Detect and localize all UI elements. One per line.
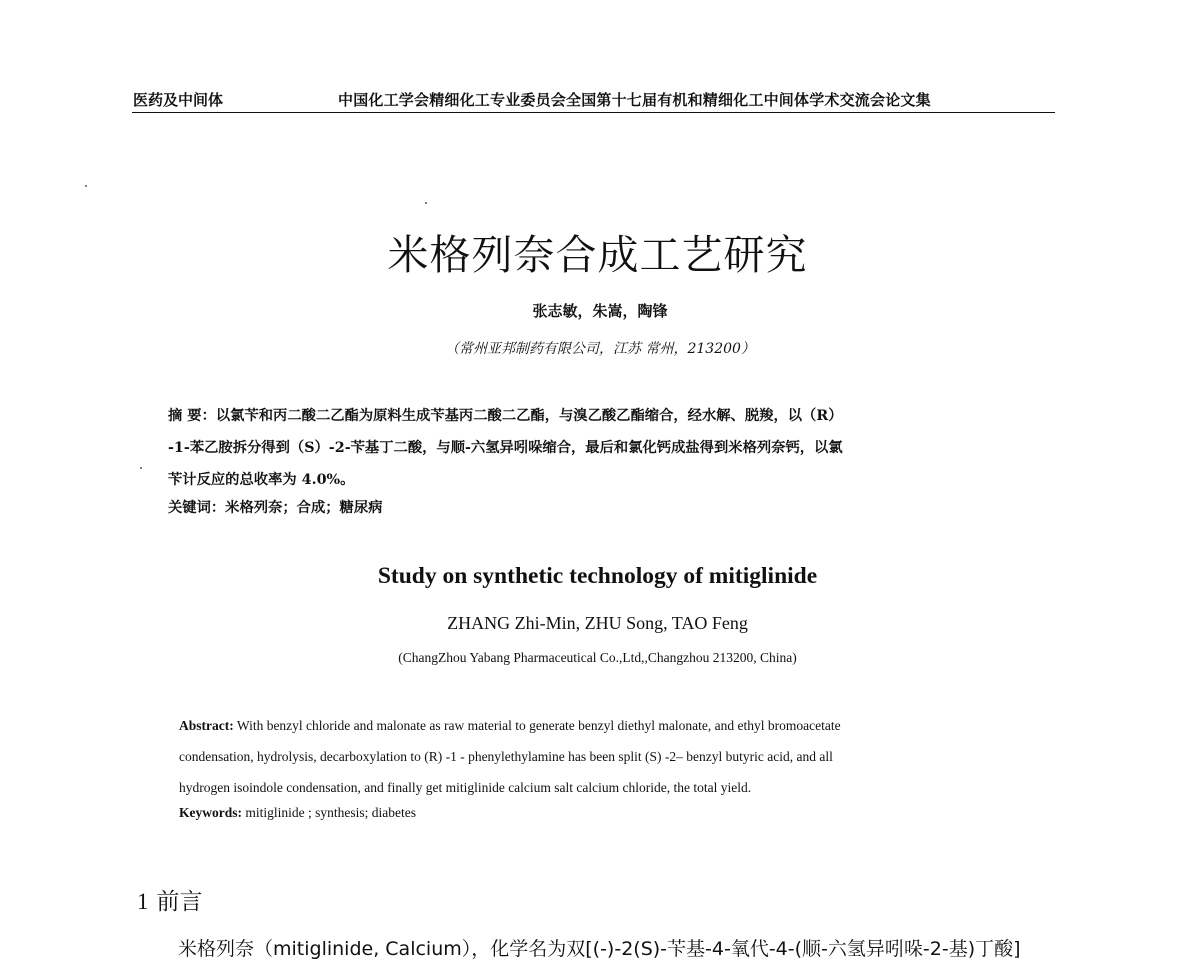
paper-title-cn: 米格列奈合成工艺研究 — [387, 231, 808, 279]
scan-speck — [425, 202, 427, 204]
header-rule — [132, 112, 1055, 113]
abstract-en — [179, 710, 1039, 803]
affiliation-en: (ChangZhou Yabang Pharmaceutical Co.,Ltd,,Changzhou 213200, China) — [398, 650, 797, 665]
keywords-en-value: mitiglinide ; synthesis; diabetes — [242, 805, 416, 820]
running-header-section: 医药及中间体 — [133, 91, 224, 109]
abstract-cn-line: 苄计反应的总收率为 4.0%。 — [168, 472, 355, 488]
abstract-en-line — [179, 710, 1039, 741]
authors-cn: 张志敏，朱嵩，陶锋 — [532, 302, 668, 320]
abstract-cn-line: -1-苯乙胺拆分得到（S）-2-苄基丁二酸，与顺-六氢异吲哚缩合，最后和氯化钙成盐得到米格列奈钙，以氯 — [168, 440, 843, 456]
body-paragraph-first-line: 米格列奈（mitiglinide, Calcium），化学名为双[(-)-2(S)-苄基-4-氧代-4-(顺-六氢异吲哚-2-基)丁酸] — [178, 938, 1021, 960]
paper-title-en: Study on synthetic technology of mitiglinide — [377, 563, 818, 589]
section-title: 前言 — [156, 889, 203, 915]
scan-speck — [85, 185, 87, 187]
abstract-en-label: Abstract: — [179, 718, 234, 733]
keywords-en — [179, 805, 416, 821]
abstract-en-line: hydrogen isoindole condensation, and finally get mitiglinide calcium salt calcium chloride, the total yield. — [179, 780, 752, 795]
section-number: 1 — [137, 889, 149, 914]
keywords-en-label: Keywords: — [179, 805, 242, 820]
affiliation-cn: （常州亚邦制药有限公司，江苏 常州，213200） — [445, 341, 755, 357]
abstract-en-line: condensation, hydrolysis, decarboxylation to (R) -1 - phenylethylamine has been split (S) -2– benzyl butyric acid, and all — [179, 749, 833, 764]
scan-speck — [140, 467, 142, 469]
keywords-cn: 关键词：米格列奈；合成；糖尿病 — [168, 500, 383, 516]
running-header-proceedings: 中国化工学会精细化工专业委员会全国第十七届有机和精细化工中间体学术交流会论文集 — [338, 91, 931, 109]
authors-en: ZHANG Zhi-Min, ZHU Song, TAO Feng — [447, 613, 748, 633]
abstract-cn — [168, 400, 1028, 496]
abstract-en-text: With benzyl chloride and malonate as raw material to generate benzyl diethyl malonate, and ethyl bromoacetate — [233, 718, 841, 733]
section-heading — [137, 883, 203, 916]
abstract-cn-line: 摘 要：以氯苄和丙二酸二乙酯为原料生成苄基丙二酸二乙酯，与溴乙酸乙酯缩合，经水解、脱羧，以（R） — [168, 408, 843, 424]
